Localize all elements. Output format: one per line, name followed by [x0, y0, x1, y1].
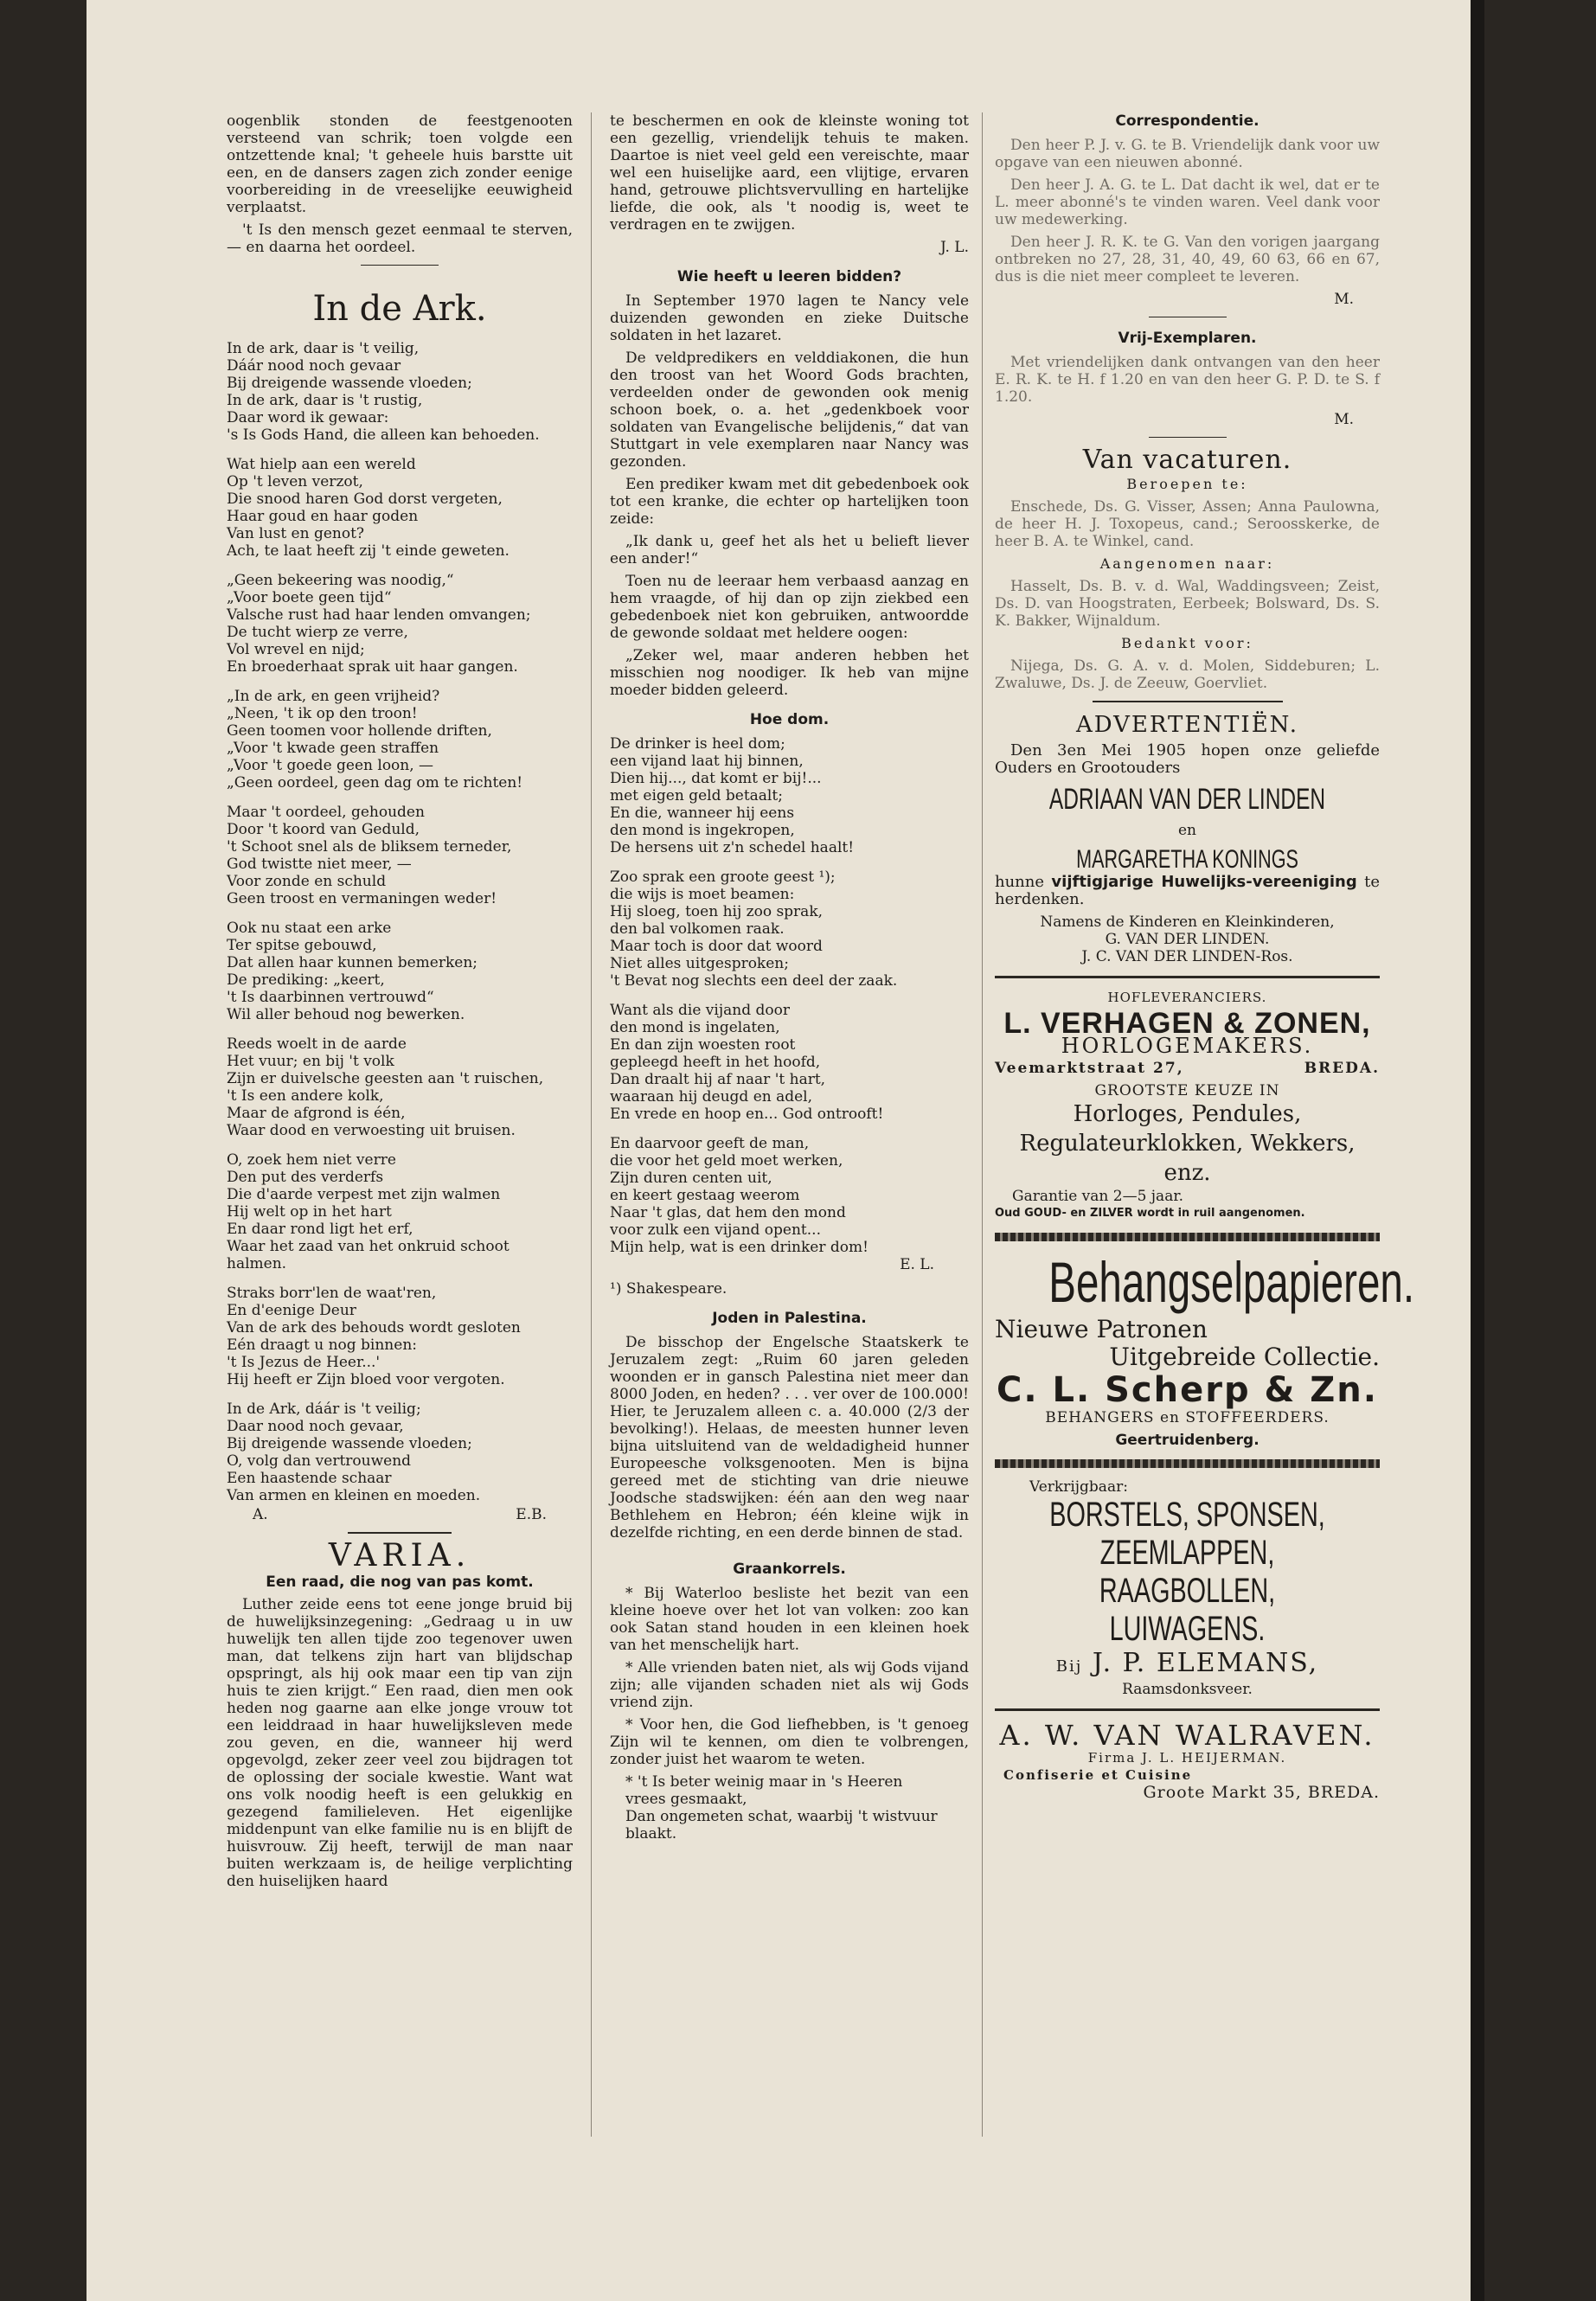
- poem-stanza: En daarvoor geeft de man, die voor het geld moet werken, Zijn duren centen uit, en keert gestaag weerom Naar 't glas, dat hem den mond voor zulk een vijand opent... Mijn help, wat is een drinker dom!: [610, 1135, 869, 1256]
- poem-signature: [227, 1506, 573, 1523]
- vacancy-text: Enschede, Ds. G. Visser, Assen; Anna Paulowna, de heer H. J. Toxopeus, cand.; Seroosskerke, de heer B. A. te Winkel, cand.: [995, 498, 1380, 550]
- article-paragraph: „Zeker wel, maar anderen hebben het misschien nog noodiger. Ik heb van mijne moeder bidden geleerd.: [610, 647, 969, 699]
- ad-anniversary: [995, 742, 1380, 965]
- ad-name: MARGARETHA KONINGS: [1076, 845, 1298, 874]
- signature: M.: [1334, 411, 1354, 428]
- divider: [361, 265, 439, 266]
- correspondence-note: Den heer P. J. v. G. te B. Vriendelijk dank voor uw opgave van een nieuwen abonné.: [995, 137, 1380, 171]
- ad-city: Raamsdonksveer.: [1122, 1681, 1253, 1698]
- ad-text: hunne: [995, 873, 1045, 891]
- divider: [348, 1532, 452, 1534]
- poem-stanza: Maar 't oordeel, gehouden Door 't koord van Geduld, 't Schoot snel als de bliksem terneder, God twistte niet meer, — Voor zonde en schuld Geen troost en vermaningen weder!: [227, 804, 512, 907]
- subheading: Bedankt voor:: [1121, 635, 1253, 651]
- correspondence-note: Den heer J. A. G. te L. Dat dacht ik wel, dat er te L. meer abonné's te vinden waren. Veel dank voor uw medewerking.: [995, 176, 1380, 228]
- article-title: Joden in Palestina.: [712, 1310, 867, 1327]
- ad-text: Namens de Kinderen en Kleinkinderen,: [1040, 913, 1335, 931]
- saying: * Voor hen, die God liefhebben, is 't genoeg Zijn wil te kennen, om dien te volbrengen, zonder juist het waarom te weten.: [610, 1716, 969, 1768]
- ad-trade: HORLOGEMAKERS.: [1061, 1034, 1314, 1058]
- ad-city: BREDA.: [1304, 1060, 1380, 1077]
- subheading: Beroepen te:: [1126, 476, 1248, 492]
- article-text: Luther zeide eens tot eene jonge bruid bij de huwelijksinzegening: „Gedraag u in uw huwelijk ten allen tijde zoo tegenover uwen man, dat telkens zijn hart van blijdschap opspringt, als hij ook maar een tip van zijn huis te zien krijgt.“ Een raad, dien men ook heden nog gaarne aan elke jonge vrouw tot een leiddraad in haar huwelijksleven mede zou geven, en die, wanneer hij werd opgevolgd, zeker zeer veel zou bijdragen tot de oplossing der sociale kwestie. Want wat ons volk noodig heeft is een gelukkig en gezegend familieleven. Het eigenlijke middenpunt van elke familie nu is en blijft de huisvrouw. Zij heeft, terwijl de man naar buiten werkzaam is, de heilige verplichting den huiselijken haard: [227, 1596, 573, 1890]
- ad-firm-name: C. L. Scherp & Zn.: [997, 1370, 1378, 1410]
- poem-stanza: O, zoek hem niet verre Den put des verderfs Die d'aarde verpest met zijn walmen Hij welt op in het hart En daar rond ligt het erf, Waar het zaad van het onkruid schoot halmen.: [227, 1151, 510, 1272]
- section-title: Vrij-Exemplaren.: [1118, 330, 1257, 347]
- intro-paragraph: oogenblik stonden de feestgenooten versteend van schrik; toen volgde een ontzettende knal; 't geheele huis barstte uit een, en de dansers zagen zich zonder eenige voorbereiding in de vreeselijke eeuwigheid verplaatst.: [227, 112, 573, 216]
- article-title: Een raad, die nog van pas komt.: [266, 1574, 534, 1591]
- ad-text: Verkrijgbaar:: [1029, 1478, 1128, 1496]
- ad-text: Oud GOUD- en ZILVER wordt in ruil aangenomen.: [995, 1207, 1305, 1220]
- saying: * Alle vrienden baten niet, als wij Gods vijand zijn; alle vijanden schaden niet als wij Gods vriend zijn.: [610, 1659, 969, 1711]
- column-2: [610, 112, 969, 1855]
- signature-right: E.B.: [516, 1506, 547, 1523]
- ad-text: GROOTSTE KEUZE IN: [1094, 1082, 1280, 1099]
- ad-firm-name: L. VERHAGEN & ZONEN,: [1003, 1007, 1371, 1040]
- divider: [1093, 701, 1283, 702]
- article-paragraph: Een prediker kwam met dit gebedenboek ook tot een kranke, die echter op hartelijken toon zeide:: [610, 476, 969, 528]
- signature-left: A.: [253, 1506, 268, 1523]
- ad-signature: G. VAN DER LINDEN.: [1105, 931, 1270, 948]
- ad-trade: BEHANGERS en STOFFEERDERS.: [1045, 1409, 1330, 1426]
- vacancy-text: Nijega, Ds. G. A. v. d. Molen, Siddeburen; L. Zwaluwe, Ds. J. de Zeeuw, Goervliet.: [995, 657, 1380, 692]
- column-3: [995, 112, 1415, 1810]
- signature: M.: [1334, 291, 1354, 308]
- ad-firm-name: J. P. ELEMANS,: [1092, 1648, 1319, 1678]
- article-title: Hoe dom.: [749, 711, 830, 728]
- poem-stanza: „Geen bekeering was noodig,“ „Voor boete geen tijd“ Valsche rust had haar lenden omvangen; De tucht wierp ze verre, Vol wrevel en nijd; En broederhaat sprak uit haar gangen.: [227, 572, 531, 676]
- ad-products: BORSTELS, SPONSEN, ZEEMLAPPEN,: [1049, 1496, 1325, 1572]
- ad-address: Groote Markt 35, BREDA.: [1143, 1783, 1380, 1802]
- article-continuation: te beschermen en ook de kleinste woning tot een gezellig, vriendelijk tehuis te maken. Daartoe is niet veel geld een vereischte, maar wel een huiselijke aard, een vlijtige, ervaren hand, getrouwe plichtsvervulling en hartelijke liefde, die ook, als 't noodig is, weet te verdragen en te zwijgen.: [610, 112, 969, 234]
- ad-text: Garantie van 2—5 jaar.: [1012, 1188, 1183, 1205]
- ad-trade: Confiserie et Cuisine: [1003, 1767, 1193, 1783]
- ad-signature: J. C. VAN DER LINDEN-Ros.: [1081, 948, 1293, 965]
- ad-divider: [995, 1459, 1380, 1468]
- poem-stanza: In de ark, daar is 't veilig, Dáár nood noch gevaar Bij dreigende wassende vloeden; In de ark, daar is 't rustig, Daar word ik gewaar: 's Is Gods Hand, die alleen kan behoeden.: [227, 340, 540, 444]
- saying: * Bij Waterloo besliste het bezit van een kleine hoeve over het lot van volken: zoo kan ook Satan stand houden in een kleinen hoek van het menschelijk hart.: [610, 1585, 969, 1654]
- subheading: Aangenomen naar:: [1099, 555, 1275, 572]
- ad-verhagen: [995, 989, 1380, 1222]
- ad-name: ADRIAAN VAN DER LINDEN: [1048, 783, 1326, 816]
- ad-products: RAAGBOLLEN, LUIWAGENS.: [1099, 1572, 1276, 1648]
- poem-title: In de Ark.: [312, 289, 487, 329]
- ad-divider: [995, 1708, 1380, 1711]
- article-paragraph: Toen nu de leeraar hem verbaasd aanzag en hem vraagde, of hij dan op zijn ziekbed een gebedenboek niet kon gebruiken, antwoordde de gewonde soldaat met heldere oogen:: [610, 573, 969, 642]
- ad-elemans: [995, 1478, 1380, 1698]
- ad-divider: [995, 1233, 1380, 1241]
- vrij-text: Met vriendelijken dank ontvangen van den heer E. R. K. te H. f 1.20 en van den heer G. P. D. te S. f 1.20.: [995, 354, 1380, 406]
- ad-line: Nieuwe Patronen: [995, 1315, 1208, 1343]
- ad-text: HOFLEVERANCIERS.: [1107, 990, 1267, 1005]
- column-rule-2: [982, 112, 983, 2137]
- article-paragraph: „Ik dank u, geef het als het u belieft liever een ander!“: [610, 533, 969, 567]
- ad-scherp: [995, 1250, 1415, 1449]
- ad-conjunction: en: [1177, 822, 1196, 839]
- advertisements-heading: ADVERTENTIËN.: [1075, 712, 1299, 738]
- article-signature: J. L.: [940, 239, 969, 256]
- varia-heading: VARIA.: [328, 1538, 471, 1574]
- article-paragraph: In September 1970 lagen te Nancy vele duizenden gewonden en zieke Duitsche soldaten in het lazaret.: [610, 292, 969, 344]
- ad-text: te herdenken.: [995, 873, 1380, 908]
- ad-text: Bij: [1055, 1657, 1083, 1676]
- poem-stanza: In de Ark, dáár is 't veilig; Daar nood noch gevaar, Bij dreigende wassende vloeden; O, volg dan vertrouwend Een haastende schaar Van armen en kleinen en moeden.: [227, 1400, 481, 1504]
- article-text: De bisschop der Engelsche Staatskerk te Jeruzalem zegt: „Ruim 60 jaren geleden woonden er in gansch Palestina niet meer dan 8000 Joden, en heden? . . . ver over de 100.000! Hier, te Jeruzalem alleen c. a. 40.000 (2/3 der bevolking!). Helaas, de meesten hunner leven bijna uitsluitend van de weldadigheid hunner Europeesche volksgenooten. Men is bijna gereed met de stichting van drie nieuwe Joodsche stadswijken: één aan den weg naar Bethlehem en Hebron; één kleine wijk in dezelfde richting, en een derde binnen de stad.: [610, 1334, 969, 1541]
- poem-signature: E. L.: [900, 1256, 934, 1273]
- footnote: ¹) Shakespeare.: [610, 1280, 727, 1298]
- column-1: [227, 112, 573, 1895]
- correspondence-note: Den heer J. R. K. te G. Van den vorigen jaargang ontbreken no 27, 28, 31, 40, 49, 60 63, 66 en 67, dus is die niet meer compleet te leveren.: [995, 234, 1380, 285]
- article-paragraph: De veldpredikers en velddiakonen, die hun den troost van het Woord Gods brachten, verdeelden onder de gewonden ook menig schoon boek, o. a. het „gedenkboek voor soldaten van Evangelische belijdenis,“ dat van Stuttgart in vele exemplaren naar Nancy was gezonden.: [610, 349, 969, 471]
- poem-stanza: Zoo sprak een groote geest ¹); die wijs is moet beamen: Hij sloeg, toen hij zoo sprak, den bal volkomen raak. Maar toch is door dat woord Niet alles uitgesproken; 't Bevat nog slechts een deel der zaak.: [610, 868, 898, 990]
- saying: * 't Is beter weinig maar in 's Heeren vrees gesmaakt, Dan ongemeten schat, waarbij 't wistvuur blaakt.: [625, 1773, 938, 1843]
- ad-items: Horloges, Pendules, Regulateurklokken, Wekkers, enz.: [1019, 1101, 1356, 1186]
- divider: [1149, 437, 1227, 438]
- intro-paragraph-2: 't Is den mensch gezet eenmaal te sterven, — en daarna het oordeel.: [227, 221, 573, 256]
- article-title: Graankorrels.: [733, 1561, 846, 1578]
- page-edge: [1471, 0, 1484, 2301]
- poem-stanza: „In de ark, en geen vrijheid? „Neen, 't ik op den troon! Geen toomen voor hollende driften, „Voor 't kwade geen straffen „Voor 't goede geen loon, — „Geen oordeel, geen dag om te richten!: [227, 688, 523, 792]
- section-title: Van vacaturen.: [1082, 445, 1292, 475]
- poem-stanza: Ook nu staat een arke Ter spitse gebouwd, Dat allen haar kunnen bemerken; De prediking: „keert, 't Is daarbinnen vertrouwd“ Wil aller behoud nog bewerken.: [227, 920, 478, 1023]
- column-rule-1: [591, 112, 592, 2137]
- poem-stanza: Reeds woelt in de aarde Het vuur; en bij 't volk Zijn er duivelsche geesten aan 't ruischen, 't Is een andere kolk, Maar de afgrond is één, Waar dood en verwoesting uit bruisen.: [227, 1035, 544, 1139]
- ad-headline: Behangselpapieren.: [1048, 1250, 1415, 1314]
- ad-text-bold: vijftigjarige Huwelijks-vereeniging: [1051, 873, 1357, 891]
- poem-stanza: Straks borr'len de waat'ren, En d'eenige Deur Van de ark des behouds wordt gesloten Eén draagt u nog binnen: 't Is Jezus de Heer...' Hij heeft er Zijn bloed voor vergoten.: [227, 1285, 521, 1388]
- ad-walraven: [995, 1719, 1380, 1802]
- ad-firm-name: A. W. VAN WALRAVEN.: [999, 1719, 1375, 1752]
- poem-stanza: Wat hielp aan een wereld Op 't leven verzot, Die snood haren God dorst vergeten, Haar goud en haar goden Van lust en genot? Ach, te laat heeft zij 't einde geweten.: [227, 456, 510, 560]
- section-title: Correspondentie.: [1115, 112, 1259, 130]
- ad-line: Uitgebreide Collectie.: [1109, 1343, 1380, 1371]
- ad-address: [995, 1060, 1380, 1077]
- ad-text: Firma J. L. HEIJERMAN.: [1087, 1750, 1287, 1766]
- ad-city: Geertruidenberg.: [1115, 1432, 1259, 1449]
- article-title: Wie heeft u leeren bidden?: [676, 268, 902, 285]
- poem-stanza: De drinker is heel dom; een vijand laat hij binnen, Dien hij..., dat komt er bij!... met eigen geld betaalt; En die, wanneer hij eens den mond is ingekropen, De hersens uit z'n schedel haalt!: [610, 735, 855, 856]
- ad-intro: Den 3en Mei 1905 hopen onze geliefde Ouders en Grootouders: [995, 741, 1380, 777]
- ad-street: Veemarktstraat 27,: [995, 1060, 1184, 1077]
- poem-stanza: Want als die vijand door den mond is ingelaten, En dan zijn woesten root gepleegd heeft in het hoofd, Dan draalt hij af naar 't hart, waaraan hij deugd en adel, En vrede en hoop en... God ontrooft!: [610, 1002, 884, 1123]
- vacancy-text: Hasselt, Ds. B. v. d. Wal, Waddingsveen; Zeist, Ds. D. van Hoogstraten, Eerbeek; Bolsward, Ds. S. K. Bakker, Wijnaldum.: [995, 578, 1380, 630]
- ad-divider: [995, 976, 1380, 978]
